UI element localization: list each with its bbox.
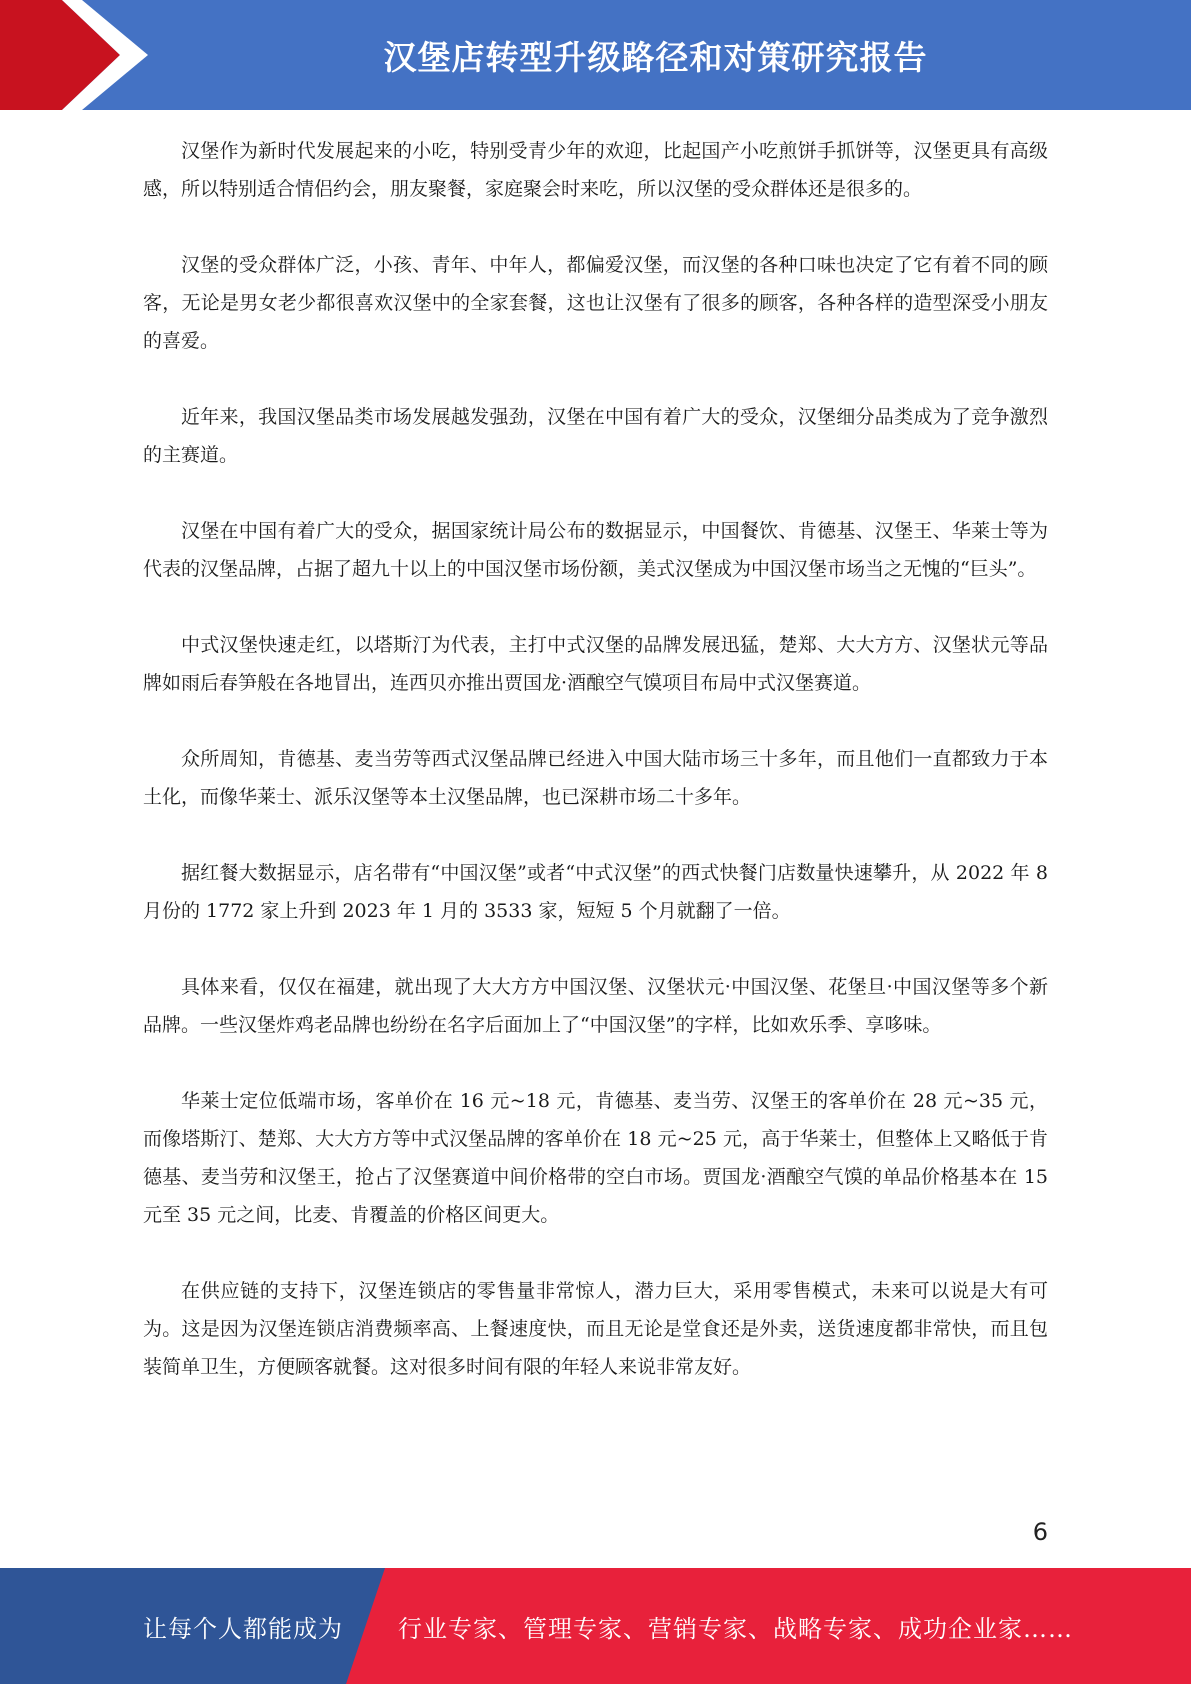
paragraph: 汉堡作为新时代发展起来的小吃，特别受青少年的欢迎，比起国产小吃煎饼手抓饼等，汉堡更具有高级感，所以特别适合情侣约会，朋友聚餐，家庭聚会时来吃，所以汉堡的受众群体还是很多的。 (143, 140, 1048, 200)
paragraph: 汉堡的受众群体广泛，小孩、青年、中年人，都偏爱汉堡，而汉堡的各种口味也决定了它有着不同的顾客，无论是男女老少都很喜欢汉堡中的全家套餐，这也让汉堡有了很多的顾客，各种各样的造型深受小朋友的喜爱。 (143, 254, 1048, 352)
footer-slogan-left: 让每个人都能成为 (143, 1614, 343, 1643)
paragraph: 据红餐大数据显示，店名带有“中国汉堡”或者“中式汉堡”的西式快餐门店数量快速攀升，从 2022 年 8 月份的 1772 家上升到 2023 年 1 月的 3533 家，短短 5 个月就翻了一倍。 (143, 862, 1048, 922)
paragraph: 汉堡在中国有着广大的受众，据国家统计局公布的数据显示，中国餐饮、肯德基、汉堡王、华莱士等为代表的汉堡品牌，占据了超九十以上的中国汉堡市场份额，美式汉堡成为中国汉堡市场当之无愧的“巨头”。 (143, 520, 1048, 580)
paragraph: 华莱士定位低端市场，客单价在 16 元~18 元，肯德基、麦当劳、汉堡王的客单价在 28 元~35 元，而像塔斯汀、楚郑、大大方方等中式汉堡品牌的客单价在 18 元~25 元，高于华莱士，但整体上又略低于肯德基、麦当劳和汉堡王，抢占了汉堡赛道中间价格带的空白市场。贾国龙·酒酿空气馍的单品价格基本在 15 元至 35 元之间，比麦、肯覆盖的价格区间更大。 (143, 1090, 1048, 1226)
paragraph: 具体来看，仅仅在福建，就出现了大大方方中国汉堡、汉堡状元·中国汉堡、花堡旦·中国汉堡等多个新品牌。一些汉堡炸鸡老品牌也纷纷在名字后面加上了“中国汉堡”的字样，比如欢乐季、享哆味。 (143, 976, 1048, 1036)
article-body (143, 132, 1048, 1424)
paragraph: 中式汉堡快速走红，以塔斯汀为代表，主打中式汉堡的品牌发展迅猛，楚郑、大大方方、汉堡状元等品牌如雨后春笋般在各地冒出，连西贝亦推出贾国龙·酒酿空气馍项目布局中式汉堡赛道。 (143, 634, 1048, 694)
paragraph: 众所周知，肯德基、麦当劳等西式汉堡品牌已经进入中国大陆市场三十多年，而且他们一直都致力于本土化，而像华莱士、派乐汉堡等本土汉堡品牌，也已深耕市场二十多年。 (143, 748, 1048, 808)
page-number: 6 (1032, 1518, 1048, 1546)
page-footer (0, 1568, 1191, 1684)
paragraph: 近年来，我国汉堡品类市场发展越发强劲，汉堡在中国有着广大的受众，汉堡细分品类成为了竞争激烈的主赛道。 (143, 406, 1048, 466)
page-header (0, 0, 1191, 110)
footer-slogan-right: 行业专家、管理专家、营销专家、战略专家、成功企业家…… (398, 1614, 1073, 1643)
paragraph: 在供应链的支持下，汉堡连锁店的零售量非常惊人，潜力巨大，采用零售模式，未来可以说是大有可为。这是因为汉堡连锁店消费频率高、上餐速度快，而且无论是堂食还是外卖，送货速度都非常快，而且包装简单卫生，方便顾客就餐。这对很多时间有限的年轻人来说非常友好。 (143, 1280, 1048, 1378)
document-title: 汉堡店转型升级路径和对策研究报告 (383, 37, 928, 77)
